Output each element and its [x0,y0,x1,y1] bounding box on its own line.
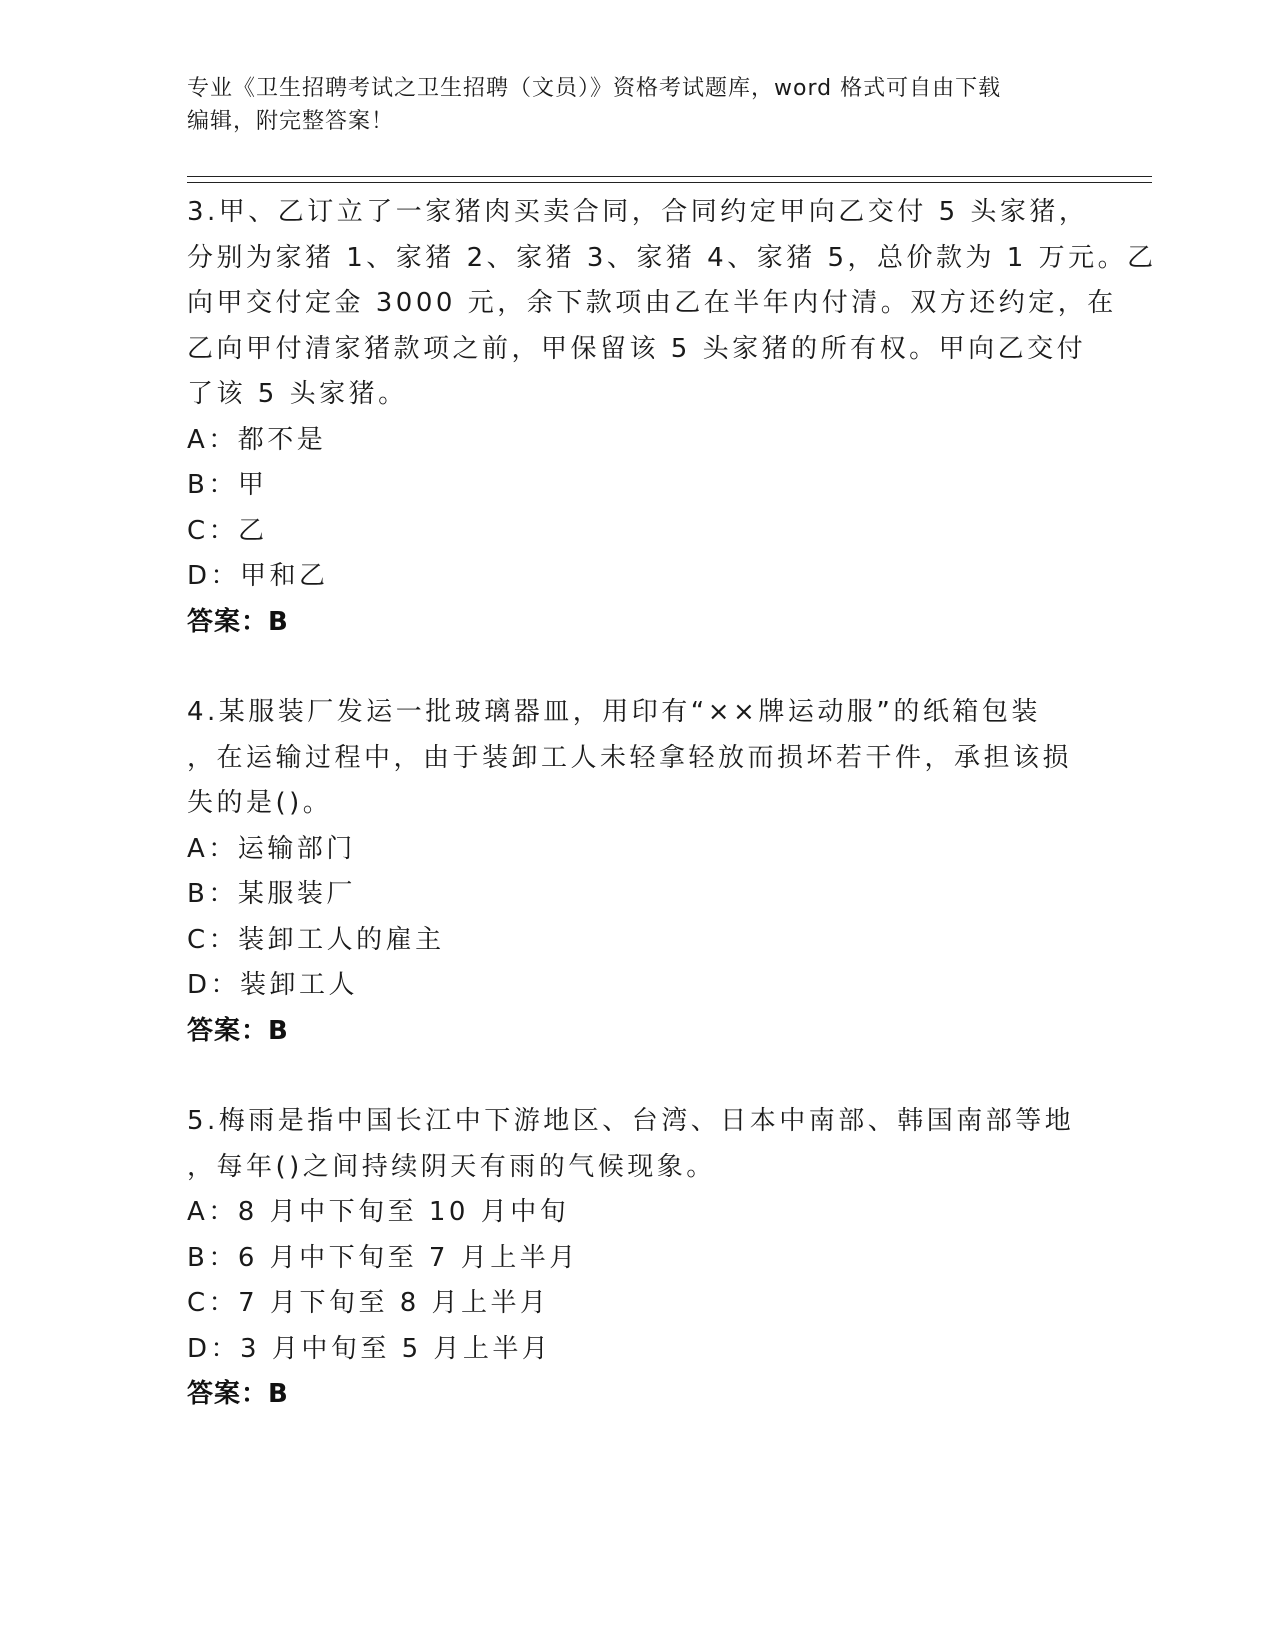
question-text-line: 了该 5 头家猪。 [187,379,408,409]
question-text-line: ，每年()之间持续阴天有雨的气候现象。 [187,1151,716,1182]
question-5 [187,1099,1087,1418]
option-c: C：7 月下旬至 8 月上半月 [187,1288,550,1318]
header-line-2: 编辑，附完整答案！ [187,109,395,134]
answer: 答案：B [187,606,289,637]
question-4 [187,690,1087,1054]
option-c: C：乙 [187,515,268,546]
option-b: B：6 月中下旬至 7 月上半月 [187,1242,579,1273]
header-divider-bottom [187,182,1152,183]
option-d: D：3 月中旬至 5 月上半月 [187,1333,552,1364]
question-text-line: 乙向甲付清家猪款项之前，甲保留该 5 头家猪的所有权。甲向乙交付 [187,333,1087,364]
answer: 答案：B [187,1379,289,1409]
answer: 答案：B [187,1015,289,1046]
option-d: D：甲和乙 [187,561,329,591]
option-b: B：甲 [187,470,268,500]
header-line-1: 专业《卫生招聘考试之卫生招聘（文员）》资格考试题库，word 格式可自由下载 [187,76,1002,101]
question-text-line: 分别为家猪 1、家猪 2、家猪 3、家猪 4、家猪 5，总价款为 1 万元。乙 [187,242,1157,273]
option-b: B：某服装厂 [187,879,356,909]
question-text-line: 5.梅雨是指中国长江中下游地区、台湾、日本中南部、韩国南部等地 [187,1106,1075,1136]
question-text-line: 向甲交付定金 3000 元，余下款项由乙在半年内付清。双方还约定，在 [187,288,1117,318]
question-spacer [187,1054,1087,1099]
question-text-line: 3.甲、乙订立了一家猪肉买卖合同，合同约定甲向乙交付 5 头家猪， [187,197,1089,227]
option-a: A：运输部门 [187,833,356,864]
option-a: A：8 月中下旬至 10 月中旬 [187,1197,570,1227]
question-spacer [187,645,1087,690]
document-header [187,72,1087,138]
question-text-line: 4.某服装厂发运一批玻璃器皿，用印有“××牌运动服”的纸箱包装 [187,697,1041,727]
question-text-line: ，在运输过程中，由于装卸工人未轻拿轻放而损坏若干件，承担该损 [187,742,1073,773]
option-d: D：装卸工人 [187,970,359,1000]
question-list [187,190,1157,1418]
header-divider-top [187,176,1152,177]
option-a: A：都不是 [187,424,327,455]
option-c: C：装卸工人的雇主 [187,924,445,955]
question-text-line: 失的是()。 [187,788,333,818]
question-3 [187,190,1157,645]
